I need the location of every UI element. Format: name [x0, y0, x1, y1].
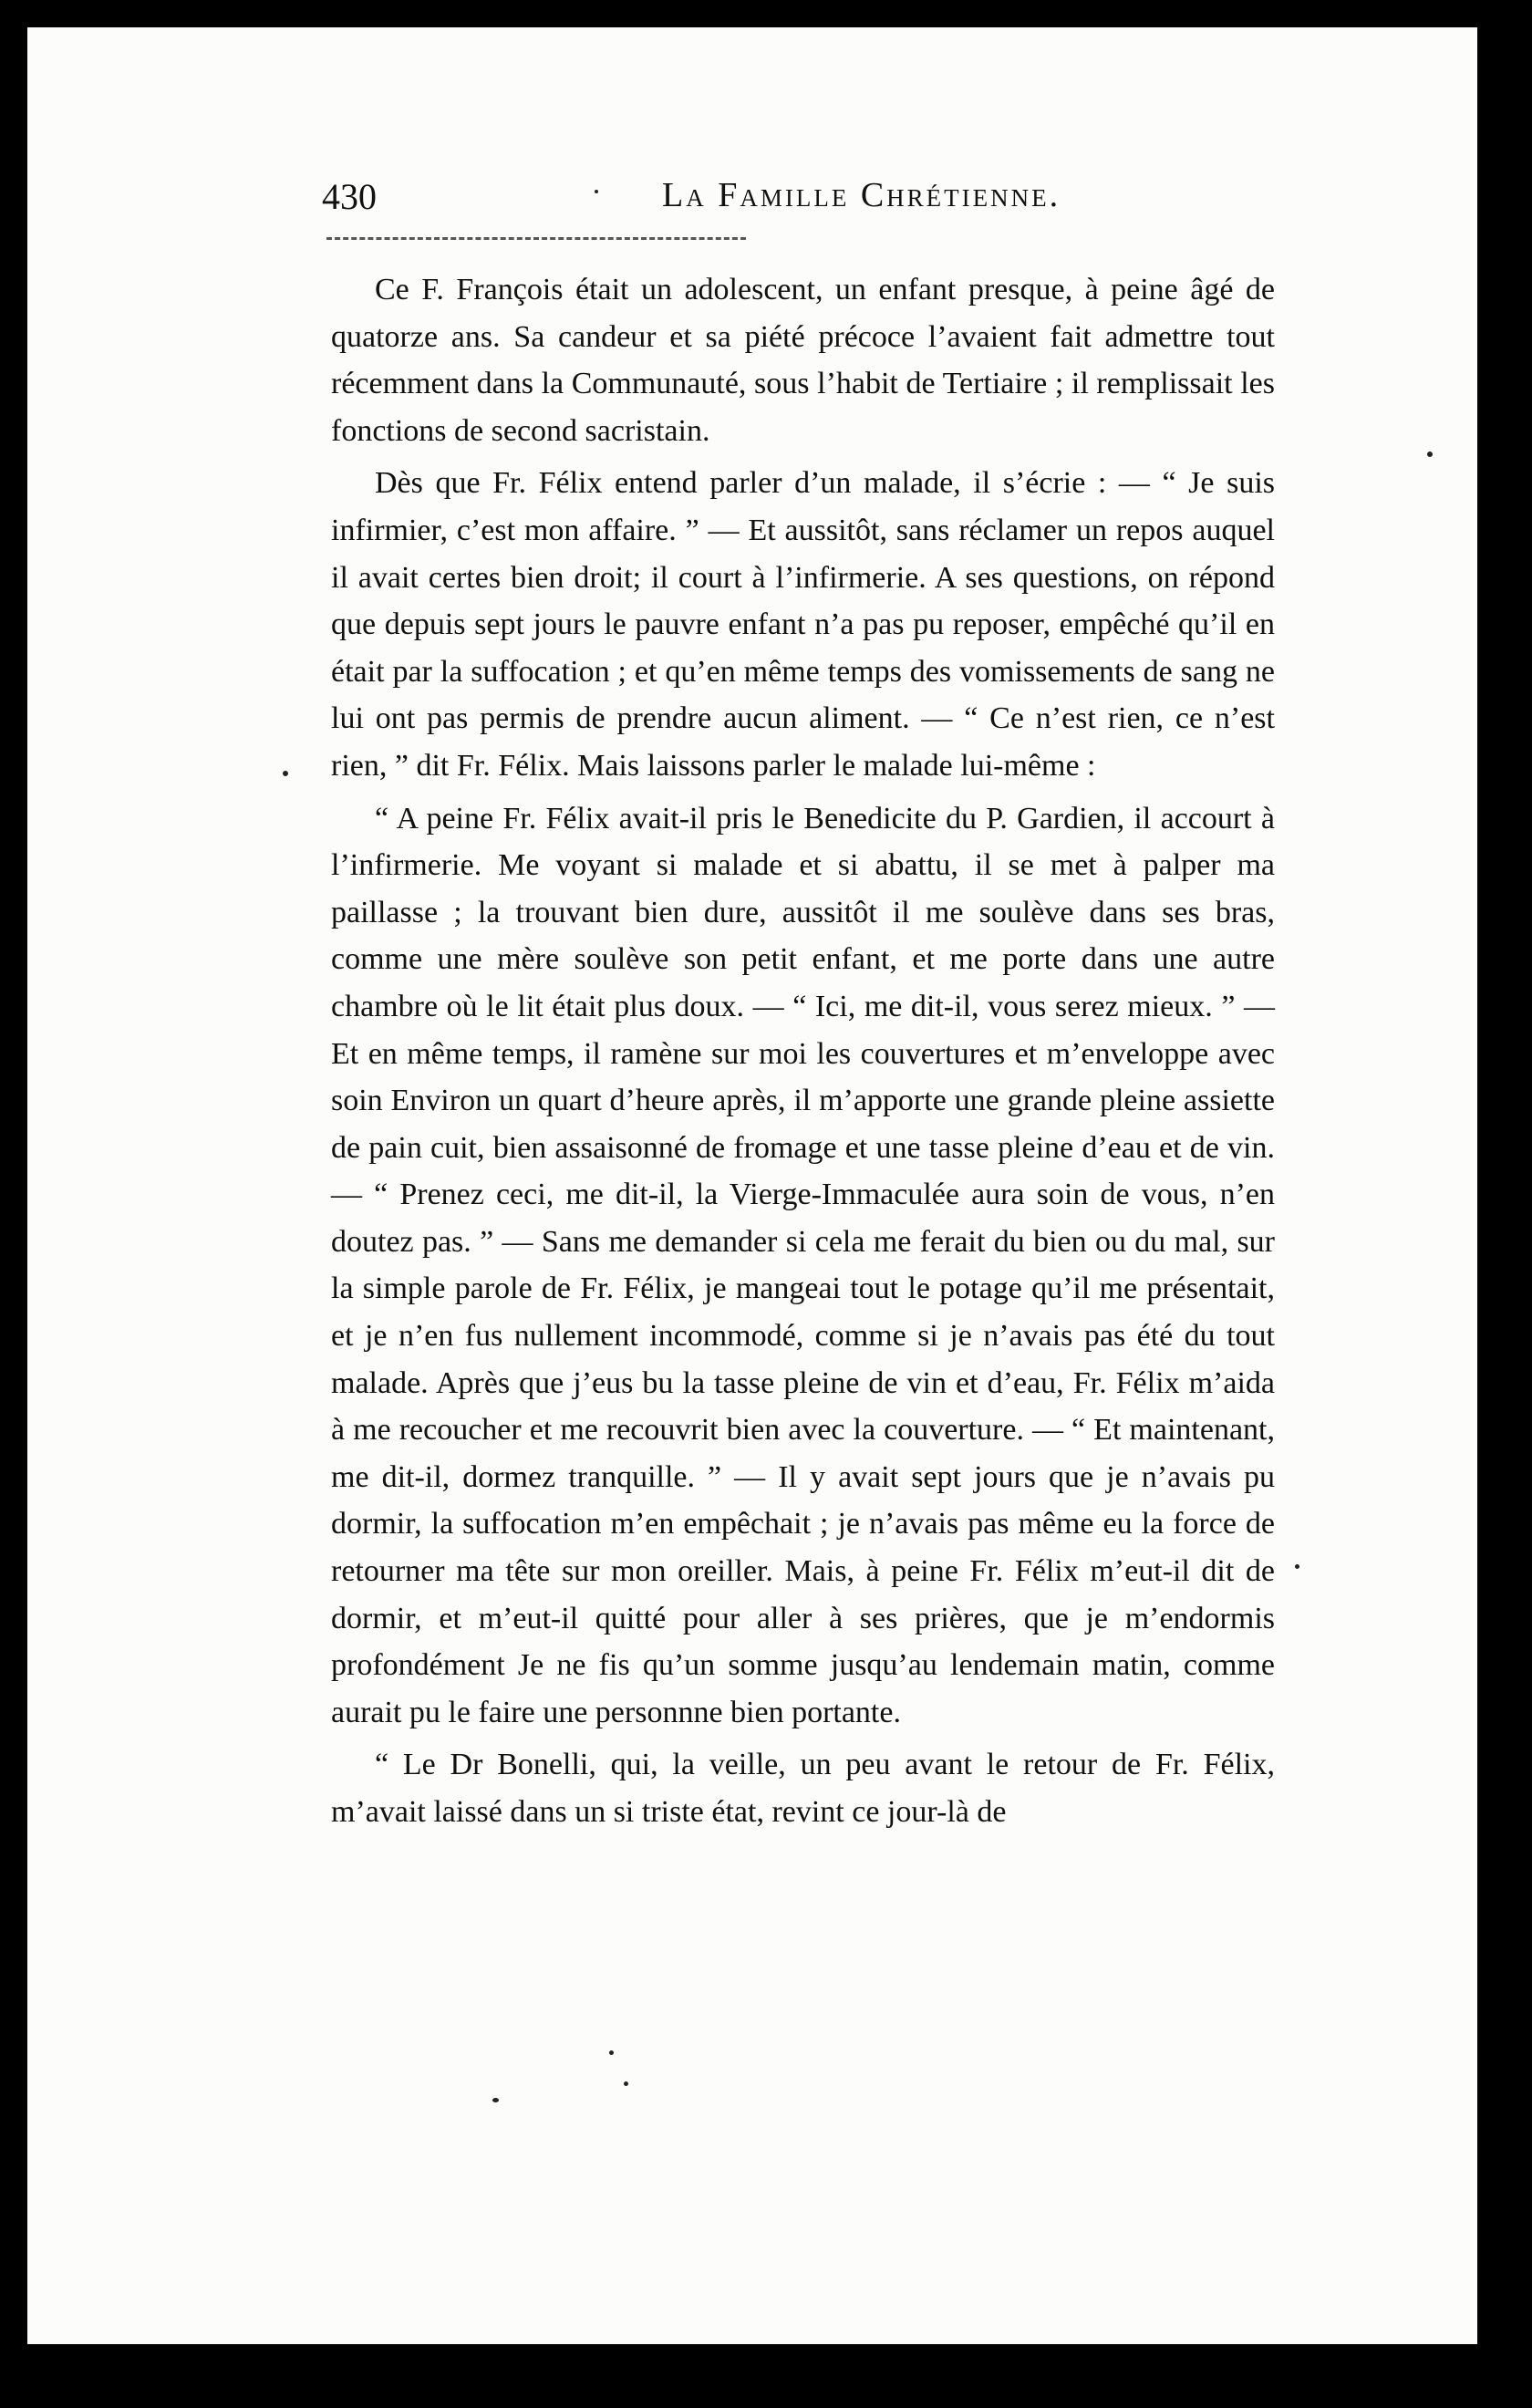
ink-speck — [595, 190, 598, 193]
page-edge-shadow — [1477, 0, 1532, 2408]
page-header — [322, 175, 1290, 239]
running-title: La Famille Chrétienne. — [662, 176, 1061, 214]
paragraph-2: Dès que Fr. Félix entend parler d’un malade, il s’écrie : — “ Je suis infirmier, c’est mon affaire. ” — Et aussitôt, sans réclamer un repos auquel il avait certes bien droit; il court à l’infirmerie. A ses questions, on répond que depuis sept jours le pauvre enfant n’a pas pu reposer, empêché qu’il en était par la suffocation ; et qu’en même temps des vomissements de sang ne lui ont pas permis de prendre aucun aliment. — “ Ce n’est rien, ce n’est rien, ” dit Fr. Félix. Mais laissons parler le malade lui-même : — [331, 466, 1275, 783]
paragraph-3: “ A peine Fr. Félix avait-il pris le Benedicite du P. Gardien, il accourt à l’infirmerie. Me voyant si malade et si abattu, il se met à palper ma paillasse ; la trouvant bien dure, aussitôt il me soulève dans ses bras, comme une mère soulève son petit enfant, et me porte dans une autre chambre où le lit était plus doux. — “ Ici, me dit-il, vous serez mieux. ” — Et en même temps, il ramène sur moi les couvertures et m’enveloppe avec soin Environ un quart d’heure après, il m’apporte une grande pleine assiette de pain cuit, bien assaisonné de fromage et une tasse pleine d’eau et de vin. — “ Prenez ceci, me dit-il, la Vierge-Immaculée aura soin de vous, n’en doutez pas. ” — Sans me demander si cela me ferait du bien ou du mal, sur la simple parole de Fr. Félix, je mangeai tout le potage qu’il me présentait, et je n’en fus nullement incommodé, comme si je n’avais pas été du tout malade. Après que j’eus bu la tasse pleine de vin et d’eau, Fr. Félix m’aida à me recoucher et me recouvrit bien avec la couverture. — “ Et maintenant, me dit-il, dormez tranquille. ” — Il y avait sept jours que je n’avais pu dormir, la suffocation m’en empêchait ; je n’avais pas même eu la force de retourner ma tête sur mon oreiller. Mais, à peine Fr. Félix m’eut-il dit de dormir, et m’eut-il quitté pour aller à ses prières, que je m’endormis profondément Je ne fis qu’un somme jusqu’au lendemain matin, comme aurait pu le faire une personnne bien portante. — [331, 801, 1275, 1729]
body-text — [331, 266, 1275, 1836]
paragraph-1: Ce F. François était un adolescent, un enfant presque, à peine âgé de quatorze ans. Sa candeur et sa piété précoce l’avaient fait admettre tout récemment dans la Communauté, sous l’habit de Tertiaire ; il remplissait les fonctions de second sacristain. — [331, 273, 1275, 448]
paragraph-4: “ Le Dr Bonelli, qui, la veille, un peu avant le retour de Fr. Félix, m’avait laissé dans un si triste état, revint ce jour-là de — [331, 1748, 1275, 1829]
ink-speck — [1295, 1564, 1299, 1569]
ink-speck — [609, 2050, 614, 2055]
ink-speck — [1427, 452, 1433, 457]
ink-speck — [283, 771, 288, 776]
ink-speck — [492, 2098, 499, 2102]
header-rule — [326, 237, 746, 240]
page-number: 430 — [322, 176, 377, 217]
ink-speck — [624, 2081, 628, 2086]
